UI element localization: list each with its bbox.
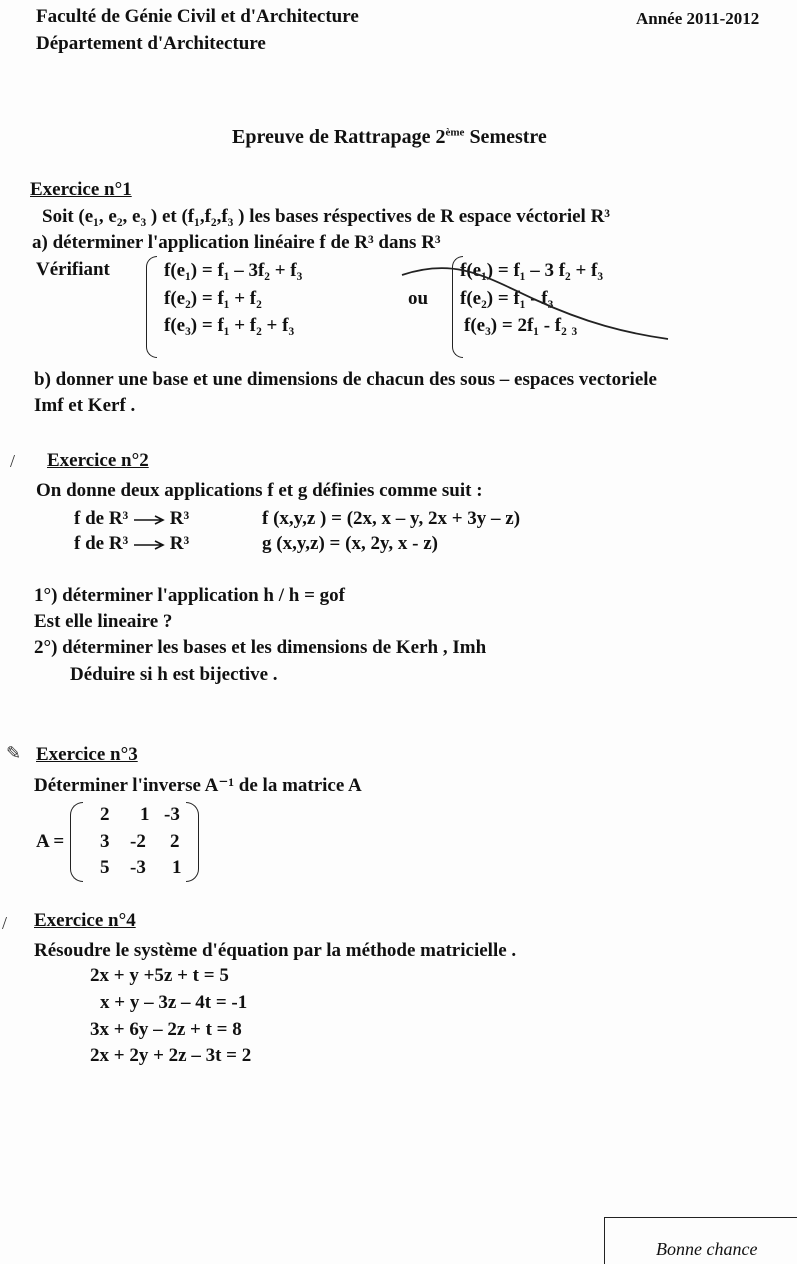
- mapping-g-domain: f de R³: [74, 533, 129, 554]
- equation-1: 2x + y +5z + t = 5: [90, 965, 229, 986]
- exercise-3-intro: Déterminer l'inverse A⁻¹ de la matrice A: [34, 775, 362, 796]
- or-label: ou: [408, 288, 429, 309]
- mapping-f-definition: f (x,y,z ) = (2x, x – y, 2x + 3y – z): [262, 508, 521, 529]
- system-2-eq-2: f(e₂) = f₁ - f₃: [460, 288, 554, 309]
- academic-year: Année 2011-2012: [636, 9, 760, 28]
- matrix-cell-r2c3: 2: [170, 831, 180, 852]
- matrix-cell-r3c1: 5: [100, 857, 110, 878]
- exercise-2-question-1: 1°) déterminer l'application h / h = gof: [34, 585, 345, 606]
- exercise-4-heading: Exercice n°4: [34, 910, 136, 931]
- pen-mark: ✎: [6, 743, 22, 763]
- matrix-right-bracket: [186, 802, 199, 882]
- arrow-right-icon: [133, 539, 165, 551]
- slash-mark-2: /: [2, 913, 8, 933]
- exercise-2-question-1b: Est elle lineaire ?: [34, 611, 173, 632]
- exercise-3-heading: Exercice n°3: [36, 744, 138, 765]
- good-luck-text: Bonne chance: [656, 1239, 758, 1259]
- matrix-left-bracket: [70, 802, 83, 882]
- system-2-eq-1: f(e₁) = f₁ – 3 f₂ + f₃: [460, 260, 604, 281]
- mapping-f-codomain: R³: [169, 508, 190, 529]
- matrix-cell-r3c2: -3: [130, 857, 146, 878]
- exam-title-main: Epreuve de Rattrapage 2: [232, 126, 446, 148]
- exercise-1-intro: Soit (e₁, e₂, e₃ ) et (f₁,f₂,f₃ ) les bases réspectives de R espace véctoriel R³: [42, 206, 610, 227]
- exercise-1-question-a: a) déterminer l'application linéaire f de R³ dans R³: [32, 232, 441, 253]
- exercise-1-question-b-2: Imf et Kerf .: [34, 395, 136, 416]
- exercise-1-heading: Exercice n°1: [30, 179, 132, 200]
- system-1-brace: [146, 256, 157, 358]
- equation-4: 2x + 2y + 2z – 3t = 2: [90, 1045, 252, 1066]
- matrix-cell-r3c3: 1: [172, 857, 182, 878]
- strike-through-line: [396, 255, 676, 345]
- system-1-eq-1: f(e₁) = f₁ – 3f₂ + f₃: [164, 260, 303, 281]
- system-1-eq-3: f(e₃) = f₁ + f₂ + f₃: [164, 315, 295, 336]
- exercise-1-question-b-1: b) donner une base et une dimensions de chacun des sous – espaces vectoriele: [34, 369, 657, 390]
- verifiant-label: Vérifiant: [36, 259, 110, 280]
- mapping-g-definition: g (x,y,z) = (x, 2y, x - z): [262, 533, 438, 554]
- matrix-cell-r1c3: -3: [164, 804, 180, 825]
- exercise-4-intro: Résoudre le système d'équation par la méthode matricielle .: [34, 940, 517, 961]
- matrix-label: A =: [36, 831, 65, 852]
- matrix-cell-r1c2: 1: [140, 804, 150, 825]
- exam-title: [232, 127, 547, 147]
- exercise-2-heading: Exercice n°2: [47, 450, 149, 471]
- exercise-2-question-2b: Déduire si h est bijective .: [70, 664, 278, 685]
- equation-2: x + y – 3z – 4t = -1: [100, 992, 248, 1013]
- equation-3: 3x + 6y – 2z + t = 8: [90, 1019, 242, 1040]
- mapping-g-line: [74, 534, 189, 553]
- mapping-f-domain: f de R³: [74, 508, 129, 529]
- matrix-cell-r2c1: 3: [100, 831, 110, 852]
- exam-title-end: Semestre: [464, 126, 547, 148]
- matrix-cell-r1c1: 2: [100, 804, 110, 825]
- mapping-f-line: [74, 509, 189, 528]
- mapping-g-codomain: R³: [169, 533, 190, 554]
- system-2-eq-3: f(e₃) = 2f₁ - f₂ ₃: [464, 315, 578, 336]
- exercise-2-intro: On donne deux applications f et g définies comme suit :: [36, 480, 483, 501]
- exam-title-sup: ème: [445, 126, 465, 139]
- faculty-name: Faculté de Génie Civil et d'Architecture: [36, 6, 359, 27]
- slash-mark-1: /: [10, 451, 16, 471]
- department-name: Département d'Architecture: [36, 33, 266, 54]
- system-1-eq-2: f(e₂) = f₁ + f₂: [164, 288, 262, 309]
- exercise-2-question-2: 2°) déterminer les bases et les dimensions de Kerh , Imh: [34, 637, 487, 658]
- arrow-right-icon: [133, 514, 165, 526]
- matrix-cell-r2c2: -2: [130, 831, 146, 852]
